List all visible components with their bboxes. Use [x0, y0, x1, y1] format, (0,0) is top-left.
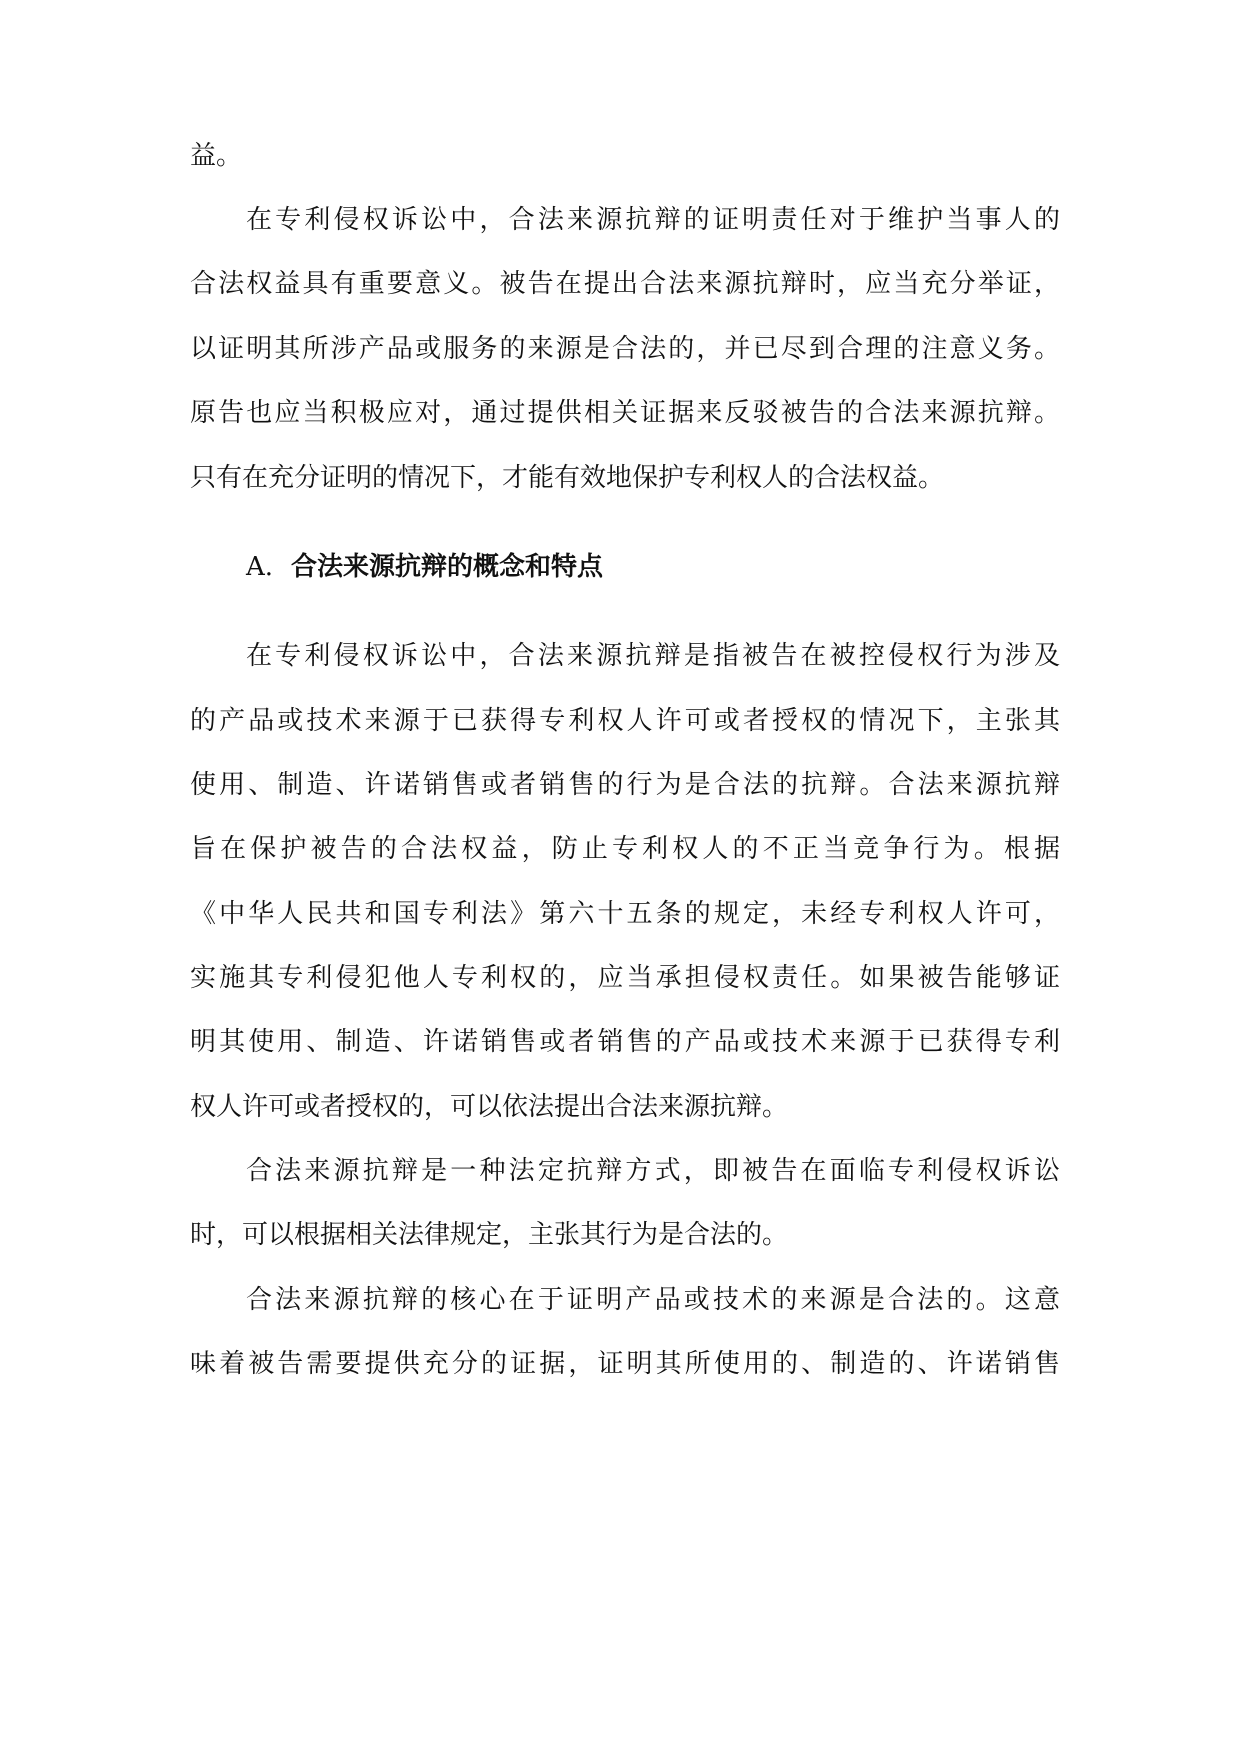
text-line: 权人许可或者授权的，可以依法提出合法来源抗辩。 — [190, 1092, 789, 1122]
text-line: 在专利侵权诉讼中，合法来源抗辩是指被告在被控侵权行为涉及 — [246, 641, 1060, 671]
text-line: 合法来源抗辩的核心在于证明产品或技术的来源是合法的。这意 — [246, 1285, 1060, 1315]
text-line: 的产品或技术来源于已获得专利权人许可或者授权的情况下，主张其 — [190, 706, 1060, 736]
text-line: 原告也应当积极应对，通过提供相关证据来反驳被告的合法来源抗辩。 — [190, 398, 1060, 428]
text-line: 合法权益具有重要意义。被告在提出合法来源抗辩时，应当充分举证， — [190, 269, 1060, 299]
text-line: 明其使用、制造、许诺销售或者销售的产品或技术来源于已获得专利 — [190, 1027, 1060, 1057]
text-line: 益。 — [190, 141, 243, 171]
section-marker: A. — [246, 552, 274, 582]
text-line: 只有在充分证明的情况下，才能有效地保护专利权人的合法权益。 — [190, 463, 945, 493]
text-line: 合法来源抗辩是一种法定抗辩方式，即被告在面临专利侵权诉讼 — [246, 1156, 1060, 1186]
text-line: 以证明其所涉产品或服务的来源是合法的，并已尽到合理的注意义务。 — [190, 334, 1060, 364]
section-title: 合法来源抗辩的概念和特点 — [291, 552, 604, 582]
text-line: 使用、制造、许诺销售或者销售的行为是合法的抗辩。合法来源抗辩 — [190, 770, 1060, 800]
text-line: 味着被告需要提供充分的证据，证明其所使用的、制造的、许诺销售 — [190, 1349, 1060, 1379]
text-line: 在专利侵权诉讼中，合法来源抗辩的证明责任对于维护当事人的 — [246, 205, 1060, 235]
text-line: 实施其专利侵犯他人专利权的，应当承担侵权责任。如果被告能够证 — [190, 963, 1060, 993]
section-heading — [246, 547, 603, 587]
text-line: 《中华人民共和国专利法》第六十五条的规定，未经专利权人许可， — [190, 899, 1060, 929]
text-line: 旨在保护被告的合法权益，防止专利权人的不正当竞争行为。根据 — [190, 834, 1060, 864]
text-line: 时，可以根据相关法律规定，主张其行为是合法的。 — [190, 1220, 789, 1250]
